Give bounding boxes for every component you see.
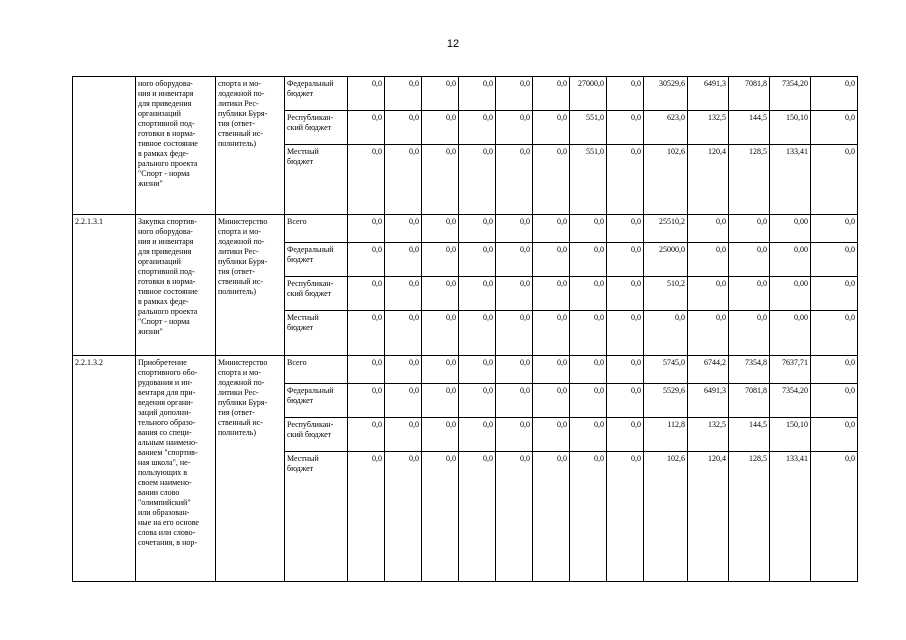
value-cell: 0,0 <box>422 311 459 356</box>
value-cell: 0,00 <box>770 311 811 356</box>
value-cell: 0,0 <box>385 145 422 215</box>
value-cell: 0,0 <box>729 311 770 356</box>
value-cell: 0,0 <box>385 418 422 452</box>
value-cell: 0,0 <box>496 243 533 277</box>
value-cell: 0,0 <box>496 311 533 356</box>
measure-name-cell <box>136 77 216 215</box>
value-cell: 144,5 <box>729 418 770 452</box>
value-cell: 0,0 <box>607 77 644 111</box>
value-cell: 0,0 <box>348 145 385 215</box>
value-cell: 0,0 <box>607 243 644 277</box>
value-cell: 0,0 <box>729 243 770 277</box>
value-cell: 0,0 <box>348 215 385 243</box>
value-cell: 0,0 <box>811 243 858 277</box>
value-cell: 0,0 <box>533 277 570 311</box>
value-cell: 0,0 <box>348 384 385 418</box>
value-cell: 0,0 <box>533 111 570 145</box>
measure-name: Закупка спортив- ного оборудова- ния и инвентаря для приведения организаций спортивной под- готовки в норма- тивное состояние в рамках феде- рального проекта "Спорт - норма жизни" <box>138 217 198 336</box>
value-cell: 0,0 <box>688 311 729 356</box>
value-cell: 0,0 <box>422 418 459 452</box>
value-cell: 0,00 <box>770 215 811 243</box>
funding-source-cell <box>285 77 348 111</box>
value-cell: 0,0 <box>688 243 729 277</box>
funding-source: Республикан- ский бюджет <box>287 279 334 298</box>
funding-source: Местный бюджет <box>287 454 319 473</box>
value-cell: 25000,0 <box>644 243 688 277</box>
value-cell: 0,0 <box>348 356 385 384</box>
value-cell: 0,0 <box>459 145 496 215</box>
value-cell: 6744,2 <box>688 356 729 384</box>
value-cell: 0,0 <box>422 384 459 418</box>
funding-source: Местный бюджет <box>287 313 319 332</box>
value-cell: 0,0 <box>496 277 533 311</box>
value-cell: 0,0 <box>422 77 459 111</box>
executor-cell <box>216 77 285 215</box>
value-cell: 0,0 <box>607 111 644 145</box>
page-number: 12 <box>446 38 460 50</box>
value-cell: 0,0 <box>422 215 459 243</box>
funding-source-cell <box>285 215 348 243</box>
value-cell: 0,0 <box>422 277 459 311</box>
value-cell: 0,0 <box>607 452 644 582</box>
funding-source: Республикан- ский бюджет <box>287 113 334 132</box>
value-cell: 0,0 <box>348 418 385 452</box>
value-cell: 551,0 <box>570 111 607 145</box>
value-cell: 0,0 <box>729 277 770 311</box>
budget-table <box>72 76 858 582</box>
value-cell: 0,0 <box>459 356 496 384</box>
measure-name-cell <box>136 215 216 356</box>
value-cell: 0,0 <box>607 311 644 356</box>
measure-name-cell <box>136 356 216 582</box>
value-cell: 0,0 <box>459 243 496 277</box>
value-cell: 7081,8 <box>729 77 770 111</box>
value-cell: 5745,0 <box>644 356 688 384</box>
value-cell: 0,0 <box>533 215 570 243</box>
value-cell: 0,0 <box>348 77 385 111</box>
value-cell: 0,0 <box>811 418 858 452</box>
value-cell: 0,0 <box>422 452 459 582</box>
value-cell: 0,0 <box>811 311 858 356</box>
value-cell: 0,0 <box>459 111 496 145</box>
value-cell: 120,4 <box>688 452 729 582</box>
value-cell: 0,0 <box>570 215 607 243</box>
value-cell: 0,0 <box>533 145 570 215</box>
funding-source-cell <box>285 243 348 277</box>
value-cell: 0,0 <box>385 311 422 356</box>
value-cell: 6491,3 <box>688 384 729 418</box>
table-row <box>73 215 858 243</box>
value-cell: 0,0 <box>533 243 570 277</box>
funding-source: Федеральный бюджет <box>287 245 334 264</box>
value-cell: 0,0 <box>811 215 858 243</box>
value-cell: 150,10 <box>770 418 811 452</box>
value-cell: 0,0 <box>607 215 644 243</box>
funding-source: Местный бюджет <box>287 147 319 166</box>
value-cell: 7354,20 <box>770 77 811 111</box>
executor-name: спорта и мо- лодежной по- литики Рес- публики Буря- тия (ответ- ственный ис- полнитель) <box>218 79 268 148</box>
executor-cell <box>216 215 285 356</box>
value-cell: 0,0 <box>459 452 496 582</box>
value-cell: 128,5 <box>729 145 770 215</box>
funding-source: Федеральный бюджет <box>287 386 334 405</box>
measure-name: ного оборудова- ния и инвентаря для приведения организаций спортивной под- готовки в норма- тивное состояние в рамках феде- рального проекта "Спорт - норма жизни" <box>138 79 198 188</box>
value-cell: 0,0 <box>811 452 858 582</box>
funding-source-cell <box>285 418 348 452</box>
value-cell: 7354,8 <box>729 356 770 384</box>
value-cell: 0,00 <box>770 243 811 277</box>
value-cell: 623,0 <box>644 111 688 145</box>
value-cell: 0,0 <box>533 311 570 356</box>
measure-code <box>73 77 136 215</box>
value-cell: 0,0 <box>811 145 858 215</box>
value-cell: 0,0 <box>570 277 607 311</box>
value-cell: 0,0 <box>607 277 644 311</box>
value-cell: 150,10 <box>770 111 811 145</box>
value-cell: 0,0 <box>385 77 422 111</box>
value-cell: 0,0 <box>459 384 496 418</box>
value-cell: 0,0 <box>811 384 858 418</box>
funding-source-cell <box>285 311 348 356</box>
value-cell: 0,0 <box>811 277 858 311</box>
value-cell: 0,0 <box>385 215 422 243</box>
value-cell: 5529,6 <box>644 384 688 418</box>
table-row <box>73 77 858 111</box>
value-cell: 27000,0 <box>570 77 607 111</box>
value-cell: 0,0 <box>496 111 533 145</box>
value-cell: 0,0 <box>496 418 533 452</box>
value-cell: 0,0 <box>348 277 385 311</box>
table-row <box>73 356 858 384</box>
value-cell: 6491,3 <box>688 77 729 111</box>
value-cell: 102,6 <box>644 145 688 215</box>
funding-source: Всего <box>287 217 307 226</box>
value-cell: 0,0 <box>607 384 644 418</box>
value-cell: 0,0 <box>385 277 422 311</box>
value-cell: 102,6 <box>644 452 688 582</box>
measure-code: 2.2.1.3.2 <box>73 356 136 582</box>
value-cell: 0,0 <box>729 215 770 243</box>
value-cell: 0,0 <box>688 215 729 243</box>
value-cell: 0,0 <box>533 418 570 452</box>
value-cell: 510,2 <box>644 277 688 311</box>
value-cell: 0,0 <box>811 111 858 145</box>
value-cell: 0,0 <box>496 215 533 243</box>
value-cell: 7081,8 <box>729 384 770 418</box>
value-cell: 0,0 <box>607 145 644 215</box>
value-cell: 0,0 <box>422 111 459 145</box>
value-cell: 0,0 <box>496 356 533 384</box>
value-cell: 0,0 <box>459 77 496 111</box>
value-cell: 133,41 <box>770 452 811 582</box>
value-cell: 30529,6 <box>644 77 688 111</box>
value-cell: 0,0 <box>533 384 570 418</box>
funding-source: Республикан- ский бюджет <box>287 420 334 439</box>
value-cell: 7637,71 <box>770 356 811 384</box>
value-cell: 0,0 <box>533 452 570 582</box>
value-cell: 0,0 <box>348 452 385 582</box>
value-cell: 0,0 <box>385 356 422 384</box>
value-cell: 0,0 <box>570 356 607 384</box>
funding-source-cell <box>285 111 348 145</box>
value-cell: 0,0 <box>422 356 459 384</box>
value-cell: 128,5 <box>729 452 770 582</box>
funding-source-cell <box>285 384 348 418</box>
value-cell: 551,0 <box>570 145 607 215</box>
value-cell: 112,8 <box>644 418 688 452</box>
value-cell: 7354,20 <box>770 384 811 418</box>
value-cell: 120,4 <box>688 145 729 215</box>
measure-code: 2.2.1.3.1 <box>73 215 136 356</box>
value-cell: 144,5 <box>729 111 770 145</box>
funding-source: Всего <box>287 358 307 367</box>
value-cell: 0,0 <box>607 418 644 452</box>
measure-name: Приобретение спортивного обо- рудования и ин- вентаря для при- ведения органи- заций дополни- тельного образо- вания со специ- альным наимено- ванием "спортив- ная школа", не- пользующих в своем наимено- вании слово "олимпийский" или образован- ные на его основе слова или слово- сочетания, в нор- <box>138 358 199 547</box>
funding-source-cell <box>285 452 348 582</box>
value-cell: 0,0 <box>570 452 607 582</box>
value-cell: 25510,2 <box>644 215 688 243</box>
value-cell: 0,0 <box>348 311 385 356</box>
value-cell: 0,0 <box>348 243 385 277</box>
funding-source-cell <box>285 277 348 311</box>
value-cell: 0,0 <box>644 311 688 356</box>
value-cell: 0,0 <box>570 384 607 418</box>
value-cell: 0,0 <box>496 384 533 418</box>
value-cell: 0,0 <box>496 77 533 111</box>
value-cell: 133,41 <box>770 145 811 215</box>
value-cell: 0,0 <box>385 384 422 418</box>
funding-source-cell <box>285 356 348 384</box>
value-cell: 0,0 <box>459 418 496 452</box>
value-cell: 132,5 <box>688 418 729 452</box>
value-cell: 0,0 <box>607 356 644 384</box>
value-cell: 0,0 <box>570 311 607 356</box>
value-cell: 0,0 <box>570 418 607 452</box>
value-cell: 0,0 <box>533 356 570 384</box>
value-cell: 0,0 <box>570 243 607 277</box>
executor-name: Министерство спорта и мо- лодежной по- литики Рес- публики Буря- тия (ответ- ственный ис- полнитель) <box>218 217 268 296</box>
value-cell: 0,0 <box>385 111 422 145</box>
funding-source-cell <box>285 145 348 215</box>
value-cell: 0,00 <box>770 277 811 311</box>
value-cell: 0,0 <box>422 243 459 277</box>
value-cell: 0,0 <box>496 145 533 215</box>
value-cell: 0,0 <box>688 277 729 311</box>
value-cell: 0,0 <box>385 243 422 277</box>
executor-name: Министерство спорта и мо- лодежной по- литики Рес- публики Буря- тия (ответ- ственный ис- полнитель) <box>218 358 268 437</box>
value-cell: 132,5 <box>688 111 729 145</box>
value-cell: 0,0 <box>811 77 858 111</box>
value-cell: 0,0 <box>496 452 533 582</box>
value-cell: 0,0 <box>533 77 570 111</box>
funding-source: Федеральный бюджет <box>287 79 334 98</box>
value-cell: 0,0 <box>459 311 496 356</box>
value-cell: 0,0 <box>459 215 496 243</box>
value-cell: 0,0 <box>422 145 459 215</box>
value-cell: 0,0 <box>348 111 385 145</box>
value-cell: 0,0 <box>459 277 496 311</box>
value-cell: 0,0 <box>811 356 858 384</box>
value-cell: 0,0 <box>385 452 422 582</box>
executor-cell <box>216 356 285 582</box>
